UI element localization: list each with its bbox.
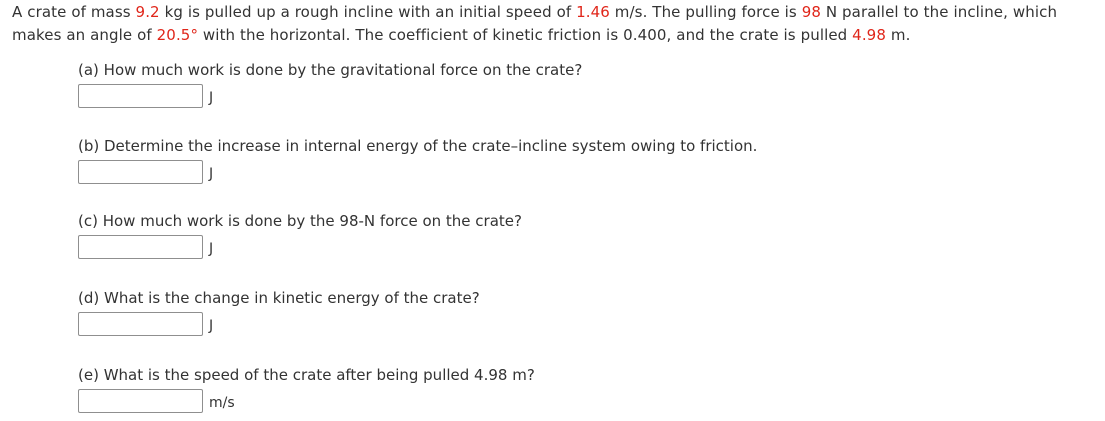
problem-text-3: m/s. The pulling force is bbox=[609, 3, 802, 21]
mass-value: 9.2 bbox=[135, 3, 160, 21]
part-c-answer-row bbox=[78, 235, 522, 259]
part-b-answer-input[interactable] bbox=[78, 160, 203, 184]
part-e-answer-input[interactable] bbox=[78, 389, 203, 413]
problem-text-4: N parallel to the incline, which makes an angle of bbox=[12, 3, 1058, 44]
part-c-answer-input[interactable] bbox=[78, 235, 203, 259]
initial-speed-value: 1.46 bbox=[576, 3, 610, 21]
angle-value: 20.5° bbox=[156, 26, 199, 44]
problem-text-6: m. bbox=[885, 26, 911, 44]
part-b-unit: J bbox=[209, 166, 214, 182]
part-b-answer-row bbox=[78, 160, 757, 184]
part-d-answer-input[interactable] bbox=[78, 312, 203, 336]
problem-text-1: A crate of mass bbox=[12, 3, 136, 21]
part-e bbox=[78, 365, 535, 413]
part-d-answer-row bbox=[78, 312, 480, 336]
part-d bbox=[78, 288, 480, 336]
part-a-answer-row bbox=[78, 84, 582, 108]
problem-text-2: kg is pulled up a rough incline with an initial speed of bbox=[159, 3, 577, 21]
part-a-answer-input[interactable] bbox=[78, 84, 203, 108]
part-d-unit: J bbox=[209, 318, 214, 334]
force-value: 98 bbox=[801, 3, 821, 21]
part-b bbox=[78, 136, 757, 184]
part-e-question: (e) What is the speed of the crate after being pulled 4.98 m? bbox=[78, 366, 535, 384]
part-c-question: (c) How much work is done by the 98-N force on the crate? bbox=[78, 212, 522, 230]
part-d-question: (d) What is the change in kinetic energy of the crate? bbox=[78, 289, 480, 307]
part-a-question: (a) How much work is done by the gravitational force on the crate? bbox=[78, 61, 583, 79]
problem-statement bbox=[12, 1, 1102, 47]
part-b-question: (b) Determine the increase in internal energy of the crate–incline system owing to friction. bbox=[78, 137, 758, 155]
part-e-unit: m/s bbox=[209, 395, 235, 411]
part-a-unit: J bbox=[209, 90, 214, 106]
problem-text-5: with the horizontal. The coefficient of kinetic friction is 0.400, and the crate is pulled bbox=[198, 26, 853, 44]
part-c-unit: J bbox=[209, 241, 214, 257]
part-a bbox=[78, 60, 582, 108]
distance-value: 4.98 bbox=[852, 26, 886, 44]
part-e-answer-row bbox=[78, 389, 535, 413]
part-c bbox=[78, 211, 522, 259]
